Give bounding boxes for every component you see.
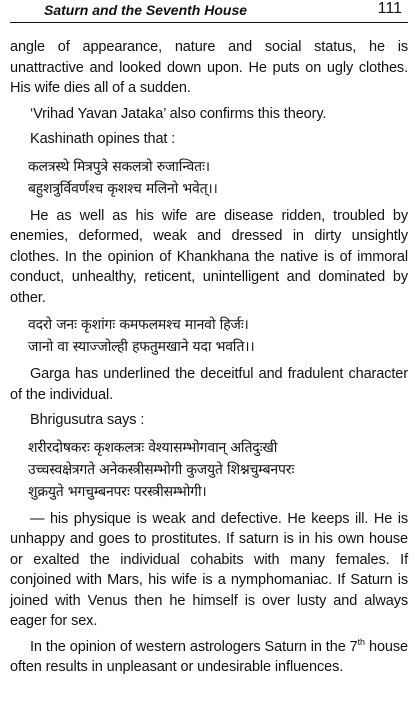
paragraph-8-text-b: house often results in unpleasant or undesirable influences. — [10, 638, 408, 675]
page-header — [10, 0, 408, 26]
paragraph-6: Bhrigusutra says : — [30, 412, 145, 428]
verse-line: बहुशत्रुर्विवर्णश्च कृशश्च मलिनो भवेत्।। — [28, 180, 218, 197]
paragraph-8 — [10, 637, 408, 678]
verse-bhrigusutra — [10, 437, 408, 503]
verse-line: उच्चस्वक्षेत्रगते अनेकस्त्रीसम्भोगी कुजयुते शिश्नचुम्बनपरः — [28, 461, 295, 478]
paragraph-4: He as well as his wife are disease ridden, troubled by enemies, deformed, weak and dressed in dirty unsightly clothes. In the opinion of Khankhana the native is of immoral conduct, unhealthy, reticent, unintelligent and dominated by other. — [10, 207, 408, 306]
page-number: 111 — [377, 0, 402, 17]
paragraph-2: ‘Vrihad Yavan Jataka’ also confirms this theory. — [30, 105, 327, 122]
verse-line: कलत्रस्थे मित्रपुत्रे सकलत्रो रुजान्वितः। — [28, 158, 210, 175]
verse-kashinath — [10, 156, 408, 200]
paragraph-8-text-a: In the opinion of western astrologers Saturn in the 7 — [30, 638, 358, 655]
verse-line: जानो वा स्याज्जोल्ही हफतुमखाने यदा भवति।। — [28, 339, 255, 355]
verse-khankhana — [10, 314, 408, 358]
header-rule — [10, 22, 408, 23]
verse-line: शुक्रयुते भगचुम्बनपरः परस्त्रीसम्भोगी। — [28, 483, 207, 500]
ordinal-suffix: th — [357, 636, 365, 647]
verse-line: शरीरदोषकरः कृशकलत्रः वेश्यासम्भोगवान् अतिदुःखी — [28, 439, 278, 456]
paragraph-7: — his physique is weak and defective. He keeps ill. He is unhappy and goes to prostitutes. If saturn is in his own house or exalted the individual cohabits with many females. If conjoined with Mars, his wife is a nymphomaniac. If Saturn is joined with Venus then he himself is over lusty and always eager for sex. — [10, 510, 408, 629]
paragraph-3: Kashinath opines that : — [30, 131, 176, 147]
running-title: Saturn and the Seventh House — [44, 2, 248, 18]
paragraph-5: Garga has underlined the deceitful and fradulent character of the individual. — [10, 366, 408, 403]
verse-line: वदरो जनः कृशांगः कमफलमश्च मानवो हिर्जः। — [28, 317, 249, 333]
paragraph-1: angle of appearance, nature and social status, he is unattractive and looked down upon. He puts on ugly clothes. His wife dies all of a sudden. — [10, 39, 408, 96]
